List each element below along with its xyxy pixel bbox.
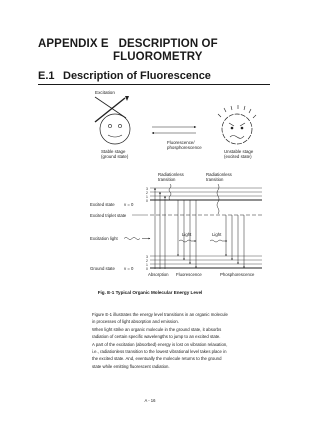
ground-v-label: v = 0 <box>124 266 134 271</box>
excited-level-num-2: 2 <box>146 191 148 195</box>
excited-state-label: Excited state <box>90 202 115 207</box>
fluorescence-label-line2: phosphorescence <box>167 145 202 150</box>
exchange-arrows-icon <box>152 127 196 133</box>
agitated-face-icon <box>218 105 256 144</box>
paragraph-line: radiation of certain specific wavelengths to jump to an excited state. <box>92 334 221 340</box>
light-label-1: Light <box>182 232 192 237</box>
section-title: Description of Fluorescence <box>63 70 211 82</box>
stable-line2: (ground state) <box>101 154 129 159</box>
excited-v-label: v = 0 <box>124 202 134 207</box>
radiationless-2-line2: transition <box>206 177 224 182</box>
excited-triplet-label: Excited triplet state <box>90 213 127 218</box>
radiationless-2-wave <box>217 184 219 214</box>
paragraph-line: in processes of light absorption and emission. <box>92 319 179 325</box>
radiationless-2-line1: Radiationless <box>206 172 232 177</box>
light-label-2: Light <box>212 232 222 237</box>
paragraph-line: A part of the excitation (absorbed) energy is lost on vibration relaxation, <box>92 341 228 347</box>
stable-line1: Stable stage <box>101 149 126 154</box>
body-paragraph <box>92 311 282 370</box>
light-wave-1 <box>179 240 191 242</box>
excited-levels <box>150 188 262 200</box>
fluorescence-label-line1: Fluorescence/ <box>167 140 195 145</box>
appendix-label: APPENDIX E <box>38 38 109 50</box>
excited-level-num-3: 3 <box>146 187 148 191</box>
excitation-arrow-icon <box>95 96 129 122</box>
radiationless-1-line1: Radiationless <box>158 172 184 177</box>
page-number: A - 16 <box>144 398 156 403</box>
paragraph-line: i.e., radiationless transition to the lowest vibrational level takes place in <box>92 349 227 355</box>
unstable-line2: (excited state) <box>224 154 252 159</box>
phosphorescence-label: Phosphorescence <box>220 272 255 277</box>
absorption-label: Absorption <box>148 272 169 277</box>
paragraph-line: Figure E-1 illustrates the energy level transitions in an organic molecule <box>92 312 228 317</box>
excitation-label: Excitation <box>95 90 115 95</box>
excited-level-num-0: 0 <box>146 199 148 203</box>
appendix-title-line1: DESCRIPTION OF <box>118 38 218 50</box>
unstable-line1: Unstable stage <box>224 149 254 154</box>
excited-level-num-1: 1 <box>146 195 148 199</box>
figure-caption: Fig. E-1 Typical Organic Molecular Energy Level <box>97 290 203 295</box>
ground-level-num-1: 1 <box>146 263 148 267</box>
light-wave-2 <box>210 240 222 242</box>
ground-state-label: Ground state <box>90 266 115 271</box>
ground-levels <box>150 256 262 268</box>
section-number: E.1 <box>38 70 55 82</box>
paragraph-line: state while emitting fluorescent radiation. <box>92 363 170 369</box>
excitation-light-label: Excitation light <box>90 236 118 241</box>
fluorescence-bottom-label: Fluorescence <box>176 272 202 277</box>
paragraph-line: When light strike an organic molecule in the ground state, it absorbs <box>92 326 222 332</box>
excitation-light-wave <box>124 238 140 240</box>
ground-level-num-2: 2 <box>146 259 148 263</box>
paragraph-line: the excited state. And, eventually the molecule returns to the ground <box>92 356 222 362</box>
ground-level-num-0: 0 <box>146 267 148 271</box>
smiling-face-icon <box>100 114 130 144</box>
appendix-title-line2: FLUOROMETRY <box>113 51 203 63</box>
radiationless-1-line2: transition <box>158 177 176 182</box>
ground-level-num-3: 3 <box>146 255 148 259</box>
